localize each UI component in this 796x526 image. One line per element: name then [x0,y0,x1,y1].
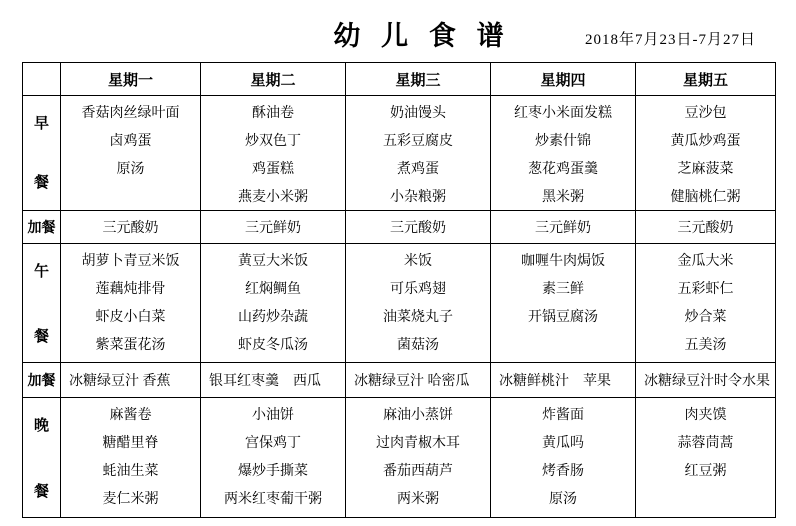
day-header-thursday: 星期四 [491,63,636,96]
meal-label-lunch [23,244,61,363]
day-header-monday: 星期一 [61,63,201,96]
meal-label-breakfast [23,96,61,211]
dish-item: 胡萝卜青豆米饭 [81,254,180,269]
dish-item: 五美汤 [684,338,727,353]
menu-cell: 冰糖绿豆汁时令水果 [636,363,776,398]
dish-item: 原汤 [549,492,577,507]
menu-cell [346,244,491,363]
dish-item: 小杂粮粥 [390,190,446,205]
dish-item: 炒双色丁 [245,134,301,149]
menu-cell: 三元酸奶 [61,211,201,244]
meal-label-dinner [23,398,61,518]
day-header-wednesday: 星期三 [346,63,491,96]
menu-cell [61,96,201,211]
dish-item: 菌菇汤 [397,338,439,353]
menu-cell [61,244,201,363]
meal-label-snack: 加餐 [23,363,61,398]
lunch-row [23,244,776,363]
dish-item: 开锅豆腐汤 [528,310,598,325]
meal-label-char: 餐 [33,175,49,191]
menu-cell [491,244,636,363]
menu-cell: 冰糖绿豆汁 香蕉 [61,363,201,398]
dish-item: 芝麻菠菜 [677,162,734,177]
date-range: 2018年7月23日-7月27日 [585,32,756,48]
meal-label-snack: 加餐 [23,211,61,244]
dish-item: 小油饼 [252,408,294,423]
meal-label-char: 午 [33,264,49,280]
menu-cell: 冰糖鲜桃汁 苹果 [491,363,636,398]
dish-item: 五彩虾仁 [677,282,734,297]
dish-item: 香菇肉丝绿叶面 [81,106,180,121]
menu-cell [346,398,491,518]
menu-cell [491,398,636,518]
dish-item: 番茄西葫芦 [383,464,453,479]
dish-item: 燕麦小米粥 [238,190,308,205]
dish-item: 五彩豆腐皮 [383,134,453,149]
dish-item: 黑米粥 [542,190,584,205]
dish-item: 素三鲜 [542,282,584,297]
meal-label-char: 餐 [33,484,49,500]
dish-item: 原汤 [116,162,145,177]
dish-item: 莲藕炖排骨 [95,282,166,297]
dish-item: 紫菜蛋花汤 [95,338,166,353]
dish-item: 两米红枣葡干粥 [224,492,322,507]
menu-cell [491,96,636,211]
meal-label-char: 餐 [33,329,49,345]
dish-item: 麻酱卷 [109,408,152,423]
menu-cell [201,244,346,363]
dish-item: 黄瓜炒鸡蛋 [670,134,741,149]
dish-item: 麦仁米粥 [102,492,159,507]
dinner-row [23,398,776,518]
menu-cell [636,244,776,363]
dish-item: 炒合菜 [684,310,727,325]
corner-cell [23,63,61,96]
dish-item: 肉夹馍 [684,408,727,423]
menu-table [22,62,776,518]
dish-item: 葱花鸡蛋羹 [528,162,598,177]
page-header [0,0,796,62]
menu-cell [201,398,346,518]
dish-item: 过肉青椒木耳 [376,436,460,451]
dish-item: 麻油小蒸饼 [383,408,453,423]
dish-item: 糖醋里脊 [102,436,159,451]
dish-item: 黄瓜吗 [542,436,584,451]
dish-item: 油菜烧丸子 [383,310,453,325]
dish-item: 红豆粥 [684,464,727,479]
header-row [23,63,776,96]
menu-cell [201,96,346,211]
dish-item: 宫保鸡丁 [245,436,301,451]
meal-label-char: 早 [33,116,49,132]
dish-item: 蒜蓉茼蒿 [677,436,734,451]
menu-cell [636,398,776,518]
dish-item: 酥油卷 [252,106,294,121]
dish-item: 米饭 [404,254,432,269]
dish-item: 炒素什锦 [535,134,591,149]
dish-item: 煮鸡蛋 [397,162,439,177]
dish-item: 豆沙包 [684,106,727,121]
menu-cell [61,398,201,518]
menu-cell: 三元酸奶 [346,211,491,244]
dish-item: 烤香肠 [542,464,584,479]
dish-item: 鸡蛋糕 [252,162,294,177]
dish-item: 炸酱面 [542,408,584,423]
day-header-tuesday: 星期二 [201,63,346,96]
dish-item: 红焖鲷鱼 [245,282,301,297]
menu-cell: 三元鲜奶 [491,211,636,244]
morning-snack-row [23,211,776,244]
dish-item: 虾皮冬瓜汤 [238,338,308,353]
dish-item: 奶油馒头 [390,106,446,121]
menu-cell: 三元鲜奶 [201,211,346,244]
menu-cell: 冰糖绿豆汁 哈密瓜 [346,363,491,398]
dish-item: 卤鸡蛋 [109,134,152,149]
breakfast-row [23,96,776,211]
dish-item: 爆炒手撕菜 [238,464,308,479]
meal-label-char: 晚 [33,418,49,434]
menu-cell: 三元酸奶 [636,211,776,244]
afternoon-snack-row [23,363,776,398]
dish-item: 蚝油生菜 [102,464,159,479]
dish-item: 黄豆大米饭 [238,254,308,269]
dish-item: 两米粥 [397,492,439,507]
dish-item: 金瓜大米 [677,254,734,269]
menu-cell [346,96,491,211]
dish-item: 咖喱牛肉焗饭 [521,254,605,269]
page-title: 幼 儿 食 谱 [333,21,511,51]
dish-item: 红枣小米面发糕 [514,106,612,121]
dish-item: 健脑桃仁粥 [670,190,741,205]
day-header-friday: 星期五 [636,63,776,96]
dish-item: 山药炒杂蔬 [238,310,308,325]
dish-item: 虾皮小白菜 [95,310,166,325]
menu-cell: 银耳红枣羹 西瓜 [201,363,346,398]
dish-item: 可乐鸡翅 [390,282,446,297]
menu-cell [636,96,776,211]
